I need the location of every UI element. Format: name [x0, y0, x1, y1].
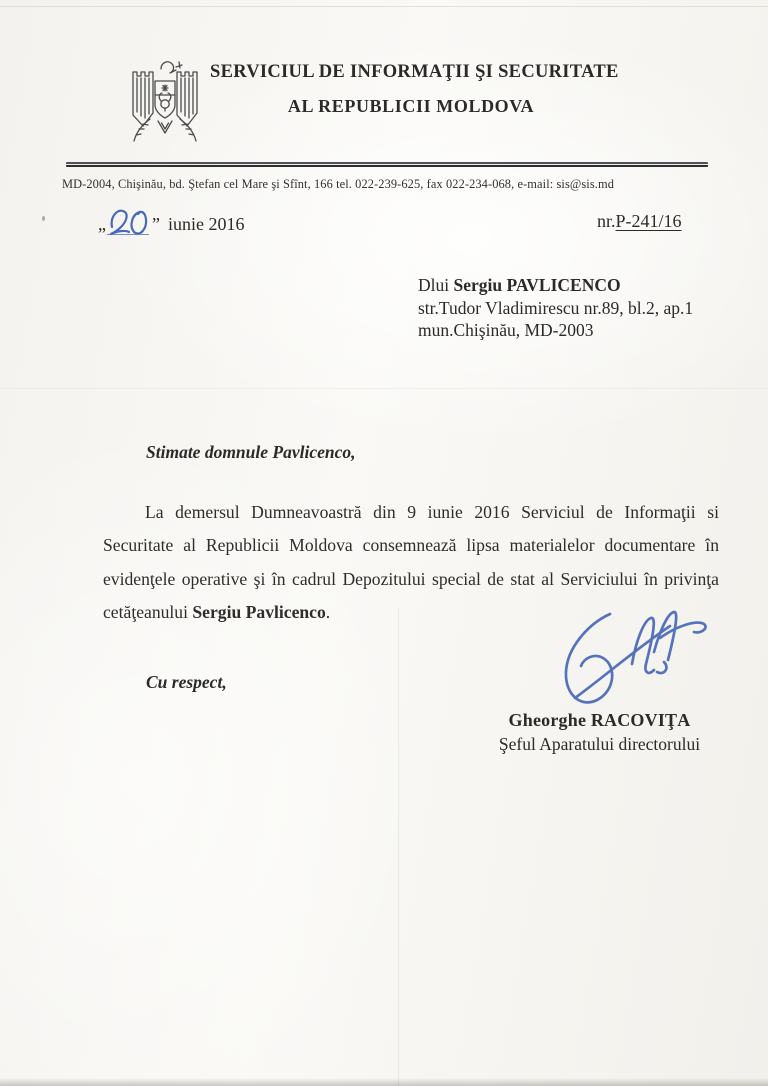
signer-title: Şeful Aparatului directorului — [498, 734, 701, 754]
moldova-coat-of-arms-icon — [124, 55, 206, 147]
signer-block — [452, 710, 747, 755]
valediction: Cu respect, — [146, 672, 227, 692]
letterhead — [210, 62, 619, 117]
reference-number-label: nr. — [597, 211, 616, 231]
recipient-address-line1: str.Tudor Vladimirescu nr.89, bl.2, ap.1 — [418, 297, 694, 318]
handwritten-signature-icon — [546, 600, 714, 716]
letterhead-rule — [66, 162, 708, 167]
date-blank-underline — [107, 234, 149, 235]
paragraph-subject-name: Sergiu Pavlicenco — [192, 602, 326, 623]
scan-edge-bottom — [0, 1078, 768, 1086]
recipient-block — [418, 274, 693, 342]
date-quote-open: „ — [98, 214, 106, 234]
paragraph-period: . — [325, 602, 331, 623]
handwritten-date-day — [107, 208, 151, 238]
fold-crease-horizontal — [0, 388, 768, 390]
date-month-year: iunie 2016 — [168, 214, 245, 234]
fold-crease-vertical — [398, 608, 400, 1086]
greeting: Stimate domnule Pavlicenco, — [146, 442, 356, 462]
date-quote-close: ” — [152, 214, 160, 234]
paragraph-text: La demersul Dumneavoastră din 9 iunie 2016 Serviciul de Informaţii si Securitate al Republicii Moldova consemnează lipsa materialelor documentare în evidenţele operative şi în cadrul Depozitului special de stat al Serviciului în privinţa cetăţeanului — [103, 502, 719, 623]
recipient-address-line2: mun.Chişinău, MD-2003 — [418, 320, 594, 340]
signer-name: Gheorghe RACOVIŢA — [508, 710, 691, 730]
recipient-name: Sergiu PAVLICENCO — [453, 275, 621, 295]
reference-number — [597, 211, 682, 232]
recipient-name-line — [418, 274, 693, 297]
scan-edge-top — [0, 6, 768, 7]
org-name-line1: SERVICIUL DE INFORMAŢII ŞI SECURITATE — [210, 62, 619, 82]
date-line — [98, 208, 245, 242]
recipient-salutation-prefix: Dlui — [418, 275, 454, 295]
contact-line: MD-2004, Chişinău, bd. Ştefan cel Mare şi Sfînt, 166 tel. 022-239-625, fax 022-234-068, e-mail: sis@sis.md — [62, 177, 614, 191]
scan-speck — [42, 216, 45, 221]
reference-number-value: P-241/16 — [615, 211, 682, 231]
org-name-line2: AL REPUBLICII MOLDOVA — [287, 96, 535, 116]
